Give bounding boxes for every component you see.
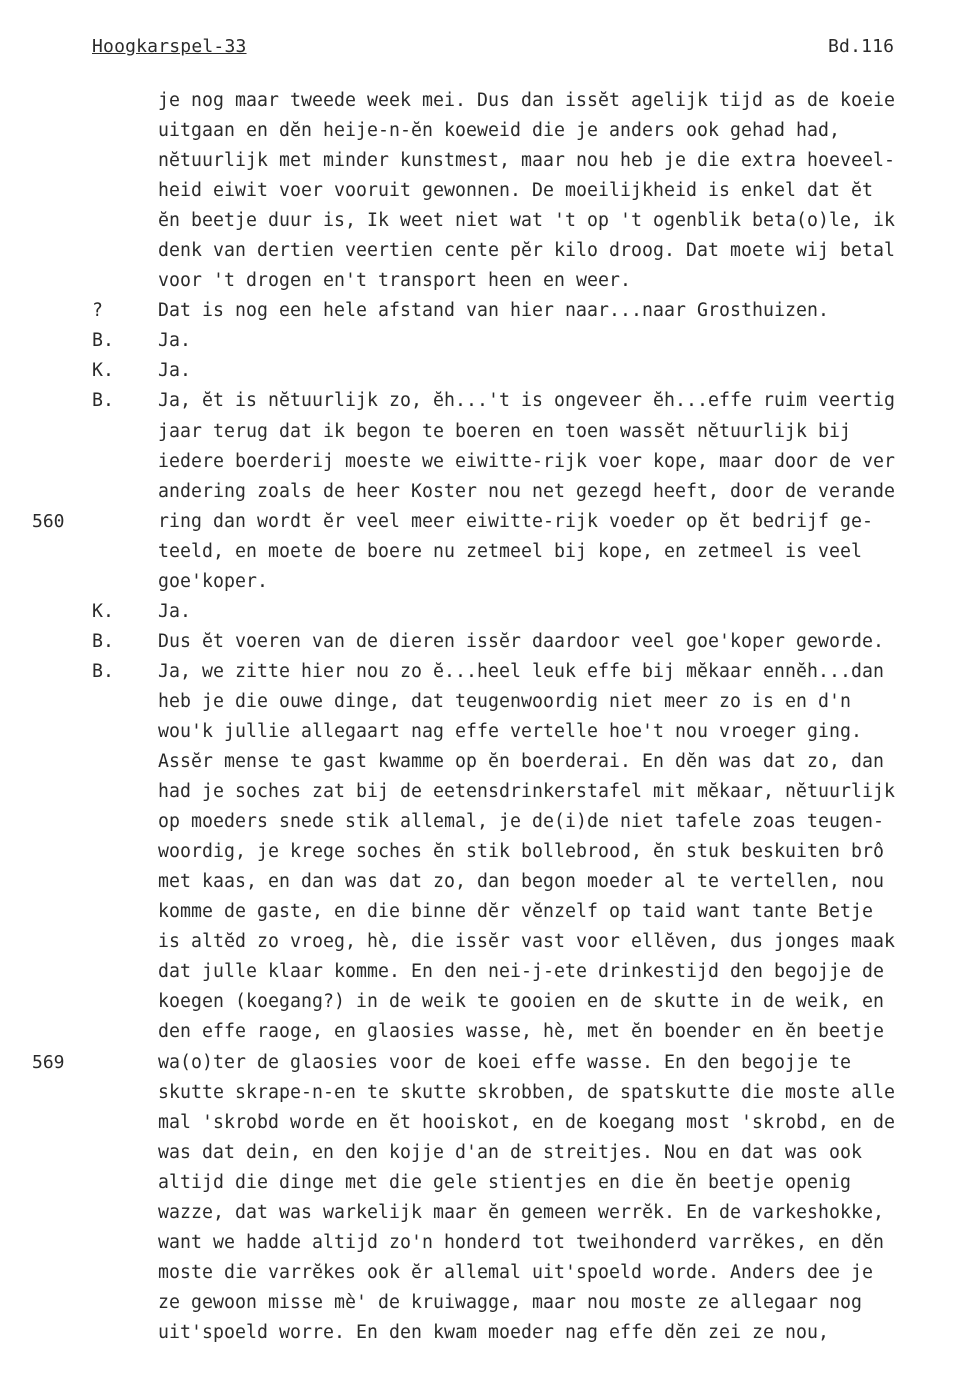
line-text: Ja. — [158, 330, 191, 352]
line-number: 560 — [32, 510, 65, 532]
transcript-line — [0, 1318, 979, 1348]
line-text: met kaas, en dan was dat zo, dan begon moeder al te vertellen, nou — [158, 871, 884, 893]
line-text: wou'k jullie allegaart nag effe vertelle hoe't nou vroeger ging. — [158, 720, 862, 742]
line-text: uitgaan en dĕn heije-n-ĕn koeweid die je anders ook gehad had, — [158, 120, 840, 142]
line-text: woordig, je krege soches ĕn stik bollebrood, ĕn stuk beskuiten brô — [158, 841, 884, 863]
transcript-line — [0, 417, 979, 447]
transcript-line — [0, 236, 979, 266]
transcript-line — [0, 687, 979, 717]
transcript-body — [0, 86, 979, 1348]
line-text: heb je die ouwe dinge, dat teugenwoordig niet meer zo is en d'n — [158, 690, 851, 712]
transcript-line — [0, 1258, 979, 1288]
document-title: Hoogkarspel-33 — [92, 36, 247, 57]
transcript-line — [0, 1228, 979, 1258]
transcript-line — [0, 777, 979, 807]
transcript-line — [0, 1048, 979, 1078]
transcript-line — [0, 1168, 979, 1198]
transcript-line — [0, 717, 979, 747]
transcript-line — [0, 927, 979, 957]
transcript-line — [0, 206, 979, 236]
transcript-line — [0, 266, 979, 296]
line-text: uit'spoeld worre. En den kwam moeder nag effe dĕn zei ze nou, — [158, 1321, 829, 1343]
speaker-label: B. — [92, 330, 114, 352]
line-text: wazze, dat was warkelijk maar ĕn gemeen werrĕk. En de varkeshokke, — [158, 1201, 884, 1223]
line-text: Ja. — [158, 600, 191, 622]
line-text: Ja, we zitte hier nou zo ĕ...heel leuk effe bij mĕkaar ennĕh...dan — [158, 660, 884, 682]
transcript-line — [0, 987, 979, 1017]
transcript-line — [0, 957, 979, 987]
transcript-line — [0, 1288, 979, 1318]
transcript-line — [0, 807, 979, 837]
transcript-line — [0, 356, 979, 386]
line-text: andering zoals de heer Koster nou net gezegd heeft, door de verande — [158, 480, 895, 502]
line-text: Ja. — [158, 360, 191, 382]
line-text: Assĕr mense te gast kwamme op ĕn boerderai. En dĕn was dat zo, dan — [158, 751, 884, 773]
transcript-line — [0, 1078, 979, 1108]
line-text: want we hadde altijd zo'n honderd tot tweihonderd varrĕkes, en dĕn — [158, 1231, 884, 1253]
transcript-line — [0, 507, 979, 537]
transcript-line — [0, 1138, 979, 1168]
speaker-label: K. — [92, 360, 114, 382]
line-text: Dus ĕt voeren van de dieren issĕr daardoor veel goe'koper geworde. — [158, 630, 884, 652]
speaker-label: K. — [92, 600, 114, 622]
speaker-label: B. — [92, 390, 114, 412]
transcript-line — [0, 627, 979, 657]
line-text: jaar terug dat ik begon te boeren en toen wassĕt nĕtuurlijk bij — [158, 420, 851, 442]
transcript-line — [0, 1017, 979, 1047]
line-text: nĕtuurlijk met minder kunstmest, maar nou heb je die extra hoeveel- — [158, 150, 895, 172]
line-text: je nog maar tweede week mei. Dus dan issĕt agelijk tijd as de koeie — [158, 90, 895, 111]
transcript-line — [0, 477, 979, 507]
line-text: skutte skrape-n-en te skutte skrobben, de spatskutte die moste alle — [158, 1081, 895, 1103]
transcript-line — [0, 447, 979, 477]
transcript-line — [0, 537, 979, 567]
transcript-line — [0, 1198, 979, 1228]
line-text: Ja, ĕt is nĕtuurlijk zo, ĕh...'t is ongeveer ĕh...effe ruim veertig — [158, 390, 895, 412]
transcript-line — [0, 567, 979, 597]
transcript-line — [0, 176, 979, 206]
line-text: was dat dein, en den kojje d'an de streitjes. Nou en dat was ook — [158, 1141, 862, 1163]
transcript-line — [0, 86, 979, 116]
line-text: Dat is nog een hele afstand van hier naar...naar Grosthuizen. — [158, 300, 829, 322]
line-text: den effe raoge, en glaosies wasse, hè, met ĕn boender en ĕn beetje — [158, 1021, 884, 1043]
transcript-line — [0, 386, 979, 416]
line-text: wa(o)ter de glaosies voor de koei effe wasse. En den begojje te — [158, 1051, 851, 1073]
line-text: op moeders snede stik allemal, je de(i)de niet tafele zoas teugen- — [158, 811, 884, 833]
transcript-line — [0, 116, 979, 146]
line-text: voor 't drogen en't transport heen en weer. — [158, 270, 631, 292]
transcript-line — [0, 837, 979, 867]
line-text: dat julle klaar komme. En den nei-j-ete drinkestijd den begojje de — [158, 961, 884, 983]
line-text: koegen (koegang?) in de weik te gooien en de skutte in de weik, en — [158, 991, 884, 1013]
transcript-line — [0, 867, 979, 897]
line-text: denk van dertien veertien cente pĕr kilo droog. Dat moete wij betal — [158, 240, 895, 262]
transcript-line — [0, 296, 979, 326]
transcript-line — [0, 897, 979, 927]
speaker-label: B. — [92, 630, 114, 652]
line-text: iedere boerderij moeste we eiwitte-rijk voer kope, maar door de ver — [158, 450, 895, 472]
line-text: is altĕd zo vroeg, hè, die issĕr vast voor ellĕven, dus jonges maak — [158, 931, 895, 953]
line-text: goe'koper. — [158, 570, 268, 592]
line-text: moste die varrĕkes ook ĕr allemal uit'spoeld worde. Anders dee je — [158, 1261, 873, 1283]
line-number: 569 — [32, 1051, 65, 1073]
transcript-line — [0, 146, 979, 176]
line-text: altijd die dinge met die gele stientjes en die ĕn beetje openig — [158, 1171, 851, 1193]
line-text: komme de gaste, en die binne dĕr vĕnzelf op taid want tante Betje — [158, 901, 873, 923]
transcript-line — [0, 747, 979, 777]
transcript-line — [0, 326, 979, 356]
transcript-line — [0, 657, 979, 687]
line-text: had je soches zat bij de eetensdrinkerstafel mit mĕkaar, nĕtuurlijk — [158, 781, 895, 803]
speaker-label: B. — [92, 660, 114, 682]
line-text: ĕn beetje duur is, Ik weet niet wat 't op 't ogenblik beta(o)le, ik — [158, 210, 895, 232]
line-text: mal 'skrobd worde en ĕt hooiskot, en de koegang most 'skrobd, en de — [158, 1111, 895, 1133]
line-text: ring dan wordt ĕr veel meer eiwitte-rijk voeder op ĕt bedrijf ge- — [158, 510, 873, 532]
transcript-line — [0, 597, 979, 627]
document-reference: Bd.116 — [828, 36, 895, 57]
line-text: teeld, en moete de boere nu zetmeel bij kope, en zetmeel is veel — [158, 540, 862, 562]
line-text: ze gewoon misse mè' de kruiwagge, maar nou moste ze allegaar nog — [158, 1291, 862, 1313]
speaker-label: ? — [92, 300, 103, 322]
line-text: heid eiwit voer vooruit gewonnen. De moeilijkheid is enkel dat ĕt — [158, 180, 873, 202]
transcript-line — [0, 1108, 979, 1138]
